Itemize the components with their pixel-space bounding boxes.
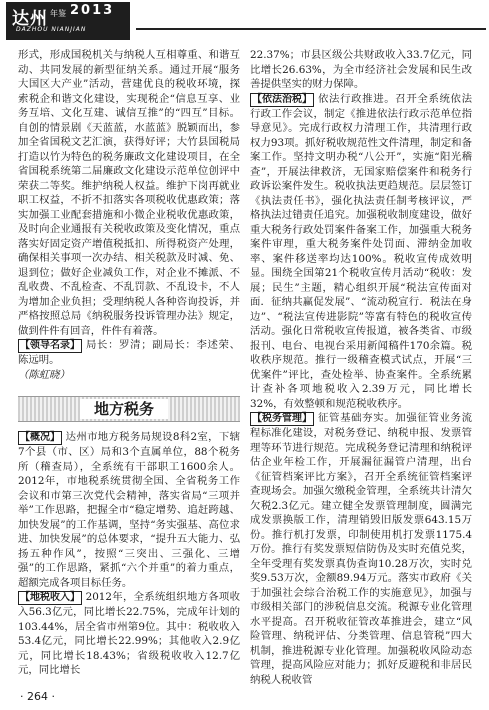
- right-column: [250, 48, 472, 687]
- yearbook-logo: [6, 2, 130, 40]
- overview-paragraph: [18, 430, 240, 590]
- page-header: [0, 0, 489, 44]
- logo-title: 达州: [12, 9, 48, 29]
- overview-text: 达州市地方税务局规设8科2室，下辖7个县（市、区）局和3个直属单位，88个税务所（稽查局），全系统有干部职工1600余人。2012年，市地税系统贯彻全国、全省税务工作会议和市第三次党代会精神，落实省局“三项并举”工作思路，把握全市“稳定增势、追赶跨越、加快发展”的工作基调，坚持“务实强基、高位求进、加快发展”的总体要求，“提升五大能力、弘扬五种作风”，按照“三突出、三强化、三增强”的工作思路，紧抓“六个并重”的着力重点，超额完成各项目标任务。: [18, 431, 240, 589]
- paragraph: 22.37%；市县区级公共财政收入33.7亿元，同比增长26.63%，为全市经济社会发展和民生改善提供坚实的财力保障。: [250, 49, 472, 90]
- attribution: （陈虹晓）: [18, 368, 70, 381]
- header-rule: [136, 28, 486, 30]
- revenue-tag: 【地税收入】: [20, 592, 80, 603]
- section-title: 地方税务: [80, 399, 168, 419]
- section-heading: [18, 396, 240, 422]
- revenue-text: 2012年，全系统组织地方各项收入56.3亿元，同比增长22.75%，完成年计划的103.44%，居全省市州第9位。其中：税收收入53.4亿元，同比增长22.99%；其他收入2.9亿元，同比增长18.43%；省级税收收入12.7亿元，同比增长: [18, 591, 240, 676]
- logo-year: 2013: [70, 3, 115, 18]
- leaders-text: 局长：罗清；副局长：李述荣、陈远明。: [18, 339, 240, 366]
- law-text: 依法行政推进。召开全系统依法行政工作会议，制定《推进依法行政示范单位指导意见》。完成行政权力清理工作，共清理行政权力93项。抓好税收规范性文件清理，制定和备案工作。坚持文明办税“八公开”，实施“阳光稽查”，开展法律救济，无国家赔偿案件和税务行政诉讼案件发生。税收执法更趋规范。层层签订《执法责任书》，强化执法责任制考核评议，严格执法过错责任追究。加强税收制度建设，做好重大税务行政处罚案件备案工作，加强重大税务案件审理，重大税务案件处罚面、滞纳金加收率、案件移送率均达100%。税收宣传成效明显。围绕全国第21个税收宣传月活动“税收：发展；民生”主题，精心组织开展“税法宣传面对面．征纳共赢促发展”、“流动税宣行．税法在身边”、“税法宣传进影院”等富有特色的税收宣传活动。强化日常税收宣传报道，被各类省、市级报刊、电台、电视台采用新闻稿件170余篇。税收秩序规范。推行一级稽查模式试点，开展“三优案件”评比，查处检举、协查案件。全系统累计查补各项地税收入2.39万元，同比增长32%，有效整顿和规范税收秩序。: [250, 92, 472, 410]
- leaders-tag: 【领导名录】: [20, 340, 80, 351]
- logo-subtitle: 年鉴: [50, 9, 66, 18]
- overview-tag: 【概况】: [20, 432, 60, 443]
- revenue-paragraph: [18, 590, 240, 678]
- admin-paragraph: [250, 411, 472, 687]
- page-number: · 264 ·: [20, 690, 55, 703]
- paragraph: 形式，形成国税机关与纳税人互相尊重、和谐互动、共同发展的新型征纳关系。通过开展“服务大国区大产业”活动，营建优良的税收环境，探索税企和谐文化建设，实现税企“信息互享、业务互培、文化互建、诚信互推”的“四互”目标。自创的情景剧《天蓝蓝，水蓝蓝》脱颖而出，参加全省国税文艺汇演，获得好评；大竹县国税局打造以竹为特色的税务廉政文化建设项目，在全省国税系统第二届廉政文化建设示范单位创评中荣获二等奖。维护纳税人权益。维护下岗再就业职工权益，不折不扣落实各项税收优惠政策；落实加强工业配套措施和小微企业税收优惠政策，及时向企业通报有关税收政策及变化情况，重点落实好固定资产增值税抵扣、所得税资产处理，确保相关事项一次办结、相关税款及时减、免、退到位；做好企业减负工作，对企业不摊派、不乱收费、不乱检查、不乱罚款、不乱设卡，不人为增加企业负担；受理纳税人各种咨询投诉，并严格按照总局《纳税服务投诉管理办法》规定，做到件件有回音，件件有着落。: [18, 49, 240, 337]
- law-paragraph: [250, 92, 472, 412]
- left-column: [18, 48, 240, 678]
- admin-tag: 【税务管理】: [252, 413, 312, 424]
- leaders-paragraph: [18, 338, 240, 368]
- admin-text: 征管基础夯实。加强征管业务流程标准化建设，对税务登记、纳税申报、发票管理等环节进行规范。完成税务登记清理和纳税评估企业年检工作，开展漏征漏管户清理，出台《征管档案评比方案》，召开全系统征管档案评查现场会。加强欠缴税金管理，全系统共计清欠欠税2.3亿元。建立健全发票管理制度，圆满完成发票换版工作，清理销毁旧版发票643.15万份。推行机打发票，印制使用机打发票1175.4万份。推行有奖发票短信防伪及实时充值兑奖，全年受理有奖发票真伪查询10.28万次，实时兑奖9.53万次，金额89.94万元。落实市政府《关于加强社会综合治税工作的实施意见》，加强与市级相关部门的涉税信息交流。税源专业化管理水平提高。召开税收征管改革推进会，建立“风险管理、纳税评估、分类管理、信息管税”四大机制，推进税源专业化管理。加强税收风险动态管理，提高风险应对能力；抓好反避税和非居民纳税人税收管: [250, 412, 472, 686]
- logo-english: DAZHOU NIANJIAN: [16, 26, 87, 33]
- law-tag: 【依法治税】: [252, 93, 312, 105]
